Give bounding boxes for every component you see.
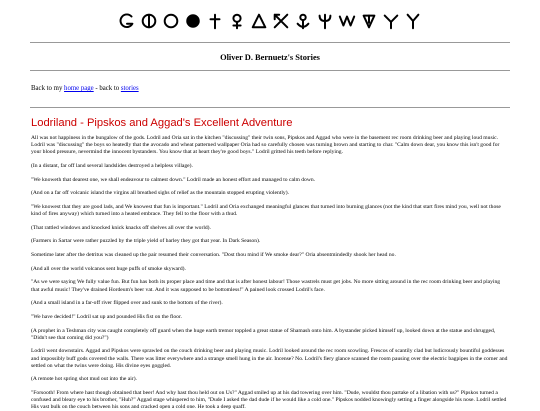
trident-glyph-icon: [316, 12, 334, 30]
filled-circle-glyph-icon: [184, 12, 202, 30]
story-paragraph: "As we were saying We fully value fun. But fun has both its proper place and time and that is after honest labour! Those wastrels must get jobs. No more sitting around in the rec room drinking beer and playing that awful music! They've drained Hordeum's beer vat. And it was supposed to be bottomless!" A pained look crossed Lodril's face.: [31, 279, 501, 293]
circle-cross-glyph-icon: [228, 12, 246, 30]
story-paragraph: Sometime later after the detritus was cleaned up the pair resumed their conversation. "Dost thou mind if We smoke dear?" Oria absentmindedly shook her head no.: [31, 252, 396, 259]
g-glyph-icon: [118, 12, 136, 30]
story-paragraph: "We knoweth that dearest one, we shall endeavour to calmest down." Lodril made an honest effort and managed to calm down.: [31, 176, 316, 183]
story-paragraph: (A remote hot spring shot mud out into the air).: [31, 376, 137, 383]
zigzag-glyph-icon: [338, 12, 356, 30]
nav-middle: - back to: [93, 85, 121, 92]
y-glyph-icon: [404, 12, 422, 30]
site-title: Oliver D. Bernuetz's Stories: [220, 53, 320, 62]
story-paragraph: Lodril went downstairs. Aggad and Pipskos were sprawled on the couch drinking beer and playing music. Lodril looked around the rec room scowling. Frescos of scantily clad but ludicrously bountiful goddesses and impossibly buff gods covered the walls. There was litter everywhere and a strange smell hung in the air. Incense? No. Lodril's fiery glance scanned the room pausing over the electric bagpipes in the corner and settled on what the twins were doing. His divine eyes goggled.: [31, 348, 508, 369]
story-paragraph: (And all over the world volcanos sent huge puffs of smoke skyward).: [31, 265, 186, 272]
story-content: [0, 117, 540, 411]
ankh-glyph-icon: [206, 12, 224, 30]
story-paragraph: "We have decided!" Lodril sat up and pounded His fist on the floor.: [31, 313, 182, 320]
story-paragraph: (That rattled windows and knocked knick knacks off shelves all over the world).: [31, 224, 211, 231]
home-page-link[interactable]: home page: [64, 85, 94, 92]
rune-banner: [0, 0, 540, 42]
header-divider-bottom: [30, 70, 510, 71]
story-paragraph: (A prophet in a Teshman city was caught completely off guard when the huge earth tremor toppled a great statue of Shamash onto him. A bystander picked himself up, looked down at the statue and shrugged, "Didn't see that coming did you?"): [31, 327, 496, 341]
story-paragraph: "We knowest that they are good lads, and We knowest that fun is important." Lodril and Oria exchanged meaningful glances that turned into burning glances (not the kind that start fires mind you, well not those kind of fires anyway) which turned into a heated embrace. They fell to the floor with a thud.: [31, 203, 501, 218]
stick-figure-glyph-icon: [382, 12, 400, 30]
triangle-glyph-icon: [250, 12, 268, 30]
shield-glyph-icon: [360, 12, 378, 30]
story-title: Lodriland - Pipskos and Aggad's Excellent Adventure: [31, 117, 293, 129]
anchor-glyph-icon: [294, 12, 312, 30]
story-paragraph: (In a distant, far off land several landslides destroyed a helpless village).: [31, 162, 193, 169]
story-paragraph: (And a small island in a far-off river flipped over and sunk to the bottom of the river).: [31, 300, 223, 307]
cross-arrow-glyph-icon: [272, 12, 290, 30]
story-paragraph: All was not happiness in the bungalow of the gods. Lodril and Oria sat in the kitchen "discussing" their twin sons, Pipskos and Aggad who were in the basement rec room drinking beer and playing loud music. Lodril was "discussing" the boys so heatedly that the avocado and wheat patterned wallpaper Oria had so carefully chosen was turning brown and starting to char. "Calm down dear, you know this isn't good for your blood pressure, nevermind the innocent bystanders. You know that at heart they're good boys." Lodril gritted his teeth before replying.: [31, 135, 500, 156]
nav-prefix: Back to my: [31, 85, 65, 92]
story-paragraph: (And on a far off volcanic island the virgins all breathed sighs of relief as the mountain stopped erupting violently).: [31, 190, 289, 197]
story-paragraph: "Forsooth! From where hast though obtained that beer! And why hast thou held out on Us?" Aggad smiled up at his dad towering over him. "Dude, wouldst thou partake of a libation with us?" Pipskos turned a confused and bleary eye to his brother, "Huh?" Aggad stage whispered to him, "Dude I asked the dad dude if he would like a cold one." Pipskos nodded knowingly setting a finger alongside his nose. Lodril settled His vast bulk on the couch between his sons and cracked open a cold one. He took a deep quaff.: [31, 389, 507, 411]
stories-link[interactable]: stories: [120, 85, 139, 92]
circle-glyph-icon: [162, 12, 180, 30]
story-paragraph: (Farmers in Sartar were rather puzzled by the triple yield of barley they got that year. In Dark Season).: [31, 238, 261, 245]
breadcrumb: [31, 85, 509, 92]
omega-glyph-icon: [140, 12, 158, 30]
nav-divider: [30, 107, 510, 108]
